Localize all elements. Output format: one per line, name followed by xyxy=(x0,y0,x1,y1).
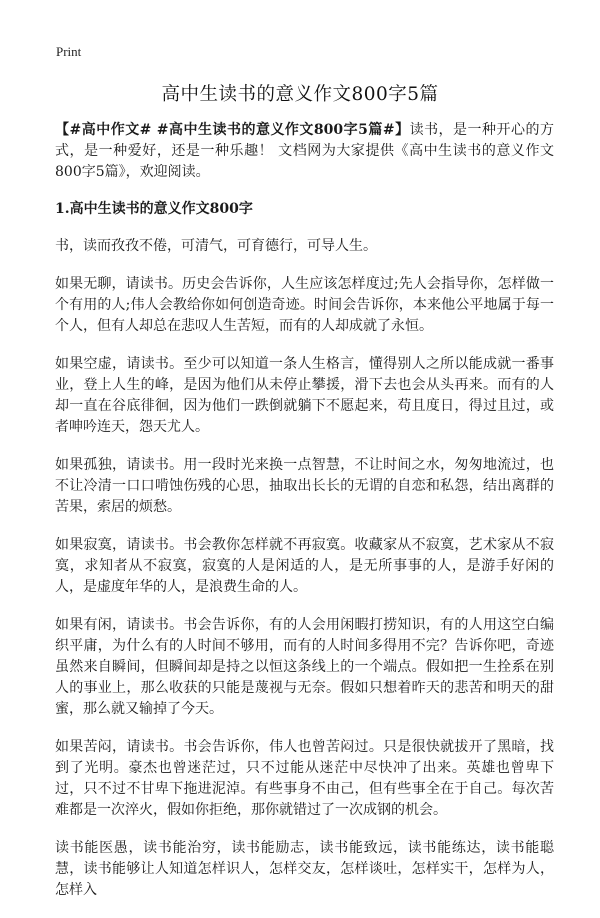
article-body xyxy=(55,120,554,918)
paragraph: 如果无聊，请读书。历史会告诉你，人生应该怎样度过;先人会指导你，怎样做一个有用的人;伟人会教给你如何创造奇迹。时间会告诉你，本来他公平地属于每一个人，但有人却总在悲叹人生苦短，而有的人却成就了永恒。 xyxy=(55,276,554,334)
paragraph: 书，读而孜孜不倦，可清气，可育德行，可导人生。 xyxy=(55,238,377,254)
page-title: 高中生读书的意义作文800字5篇 xyxy=(161,84,439,105)
intro-tags: 【#高中作文# #高中生读书的意义作文800字5篇#】 xyxy=(55,122,410,138)
intro-paragraph xyxy=(55,120,554,183)
paragraph: 如果孤独，请读书。用一段时光来换一点智慧，不让时间之水，匆匆地流过，也不让冷清一口口啃蚀伤残的心思，抽取出长长的无谓的自恋和私怨，结出离群的苦果，索居的烦愁。 xyxy=(55,457,554,515)
paragraph: 如果有闲，请读书。书会告诉你，有的人会用闲暇打捞知识，有的人用这空白编织平庸，为什么有的人时间不够用，而有的人时间多得用不完？告诉你吧，奇迹虽然来自瞬间，但瞬间却是持之以恒这条线上的一个端点。假如把一生拴系在别人的事业上，那么收获的只能是蔑视与无奈。假如只想着昨天的悲苦和明天的甜蜜，那么就又输掉了今天。 xyxy=(55,617,554,717)
paragraph: 如果空虚，请读书。至少可以知道一条人生格言，懂得别人之所以能成就一番事业，登上人生的峰，是因为他们从未停止攀援，滑下去也会从头再来。而有的人却一直在谷底徘徊，因为他们一跌倒就躺下不愿起来，苟且度日，得过且过，或者呻吟连天，怨天尤人。 xyxy=(55,356,554,435)
paragraph: 如果寂寞，请读书。书会教你怎样就不再寂寞。收藏家从不寂寞，艺术家从不寂寞，求知者从不寂寞，寂寞的人是闲适的人，是无所事事的人，是游手好闲的人，是虚度年华的人，是浪费生命的人。 xyxy=(55,537,554,595)
paragraph: 如果苦闷，请读书。书会告诉你，伟人也曾苦闷过。只是很快就拔开了黑暗，找到了光明。豪杰也曾迷茫过，只不过能从迷茫中尽快冲了出来。英雄也曾卑下过，只不过不甘卑下拖进泥淖。有些事身不由己，但有些事全在于自己。每次苦难都是一次淬火，假如你拒绝，那你就错过了一次成钢的机会。 xyxy=(55,739,554,818)
print-label: Print xyxy=(56,44,82,59)
intro-text: 读书，是一种开心的方式，是一种爱好，还是一种乐趣！ 文档网为大家提供《高中生读书的意义作文800字5篇》，欢迎阅读。 xyxy=(55,122,555,180)
paragraph: 读书能医愚，读书能治穷，读书能励志，读书能致远，读书能练达，读书能聪慧，读书能够让人知道怎样识人，怎样交友，怎样谈吐，怎样实干，怎样为人，怎样入 xyxy=(55,840,554,898)
section-heading: 1.高中生读书的意义作文800字 xyxy=(55,201,253,217)
